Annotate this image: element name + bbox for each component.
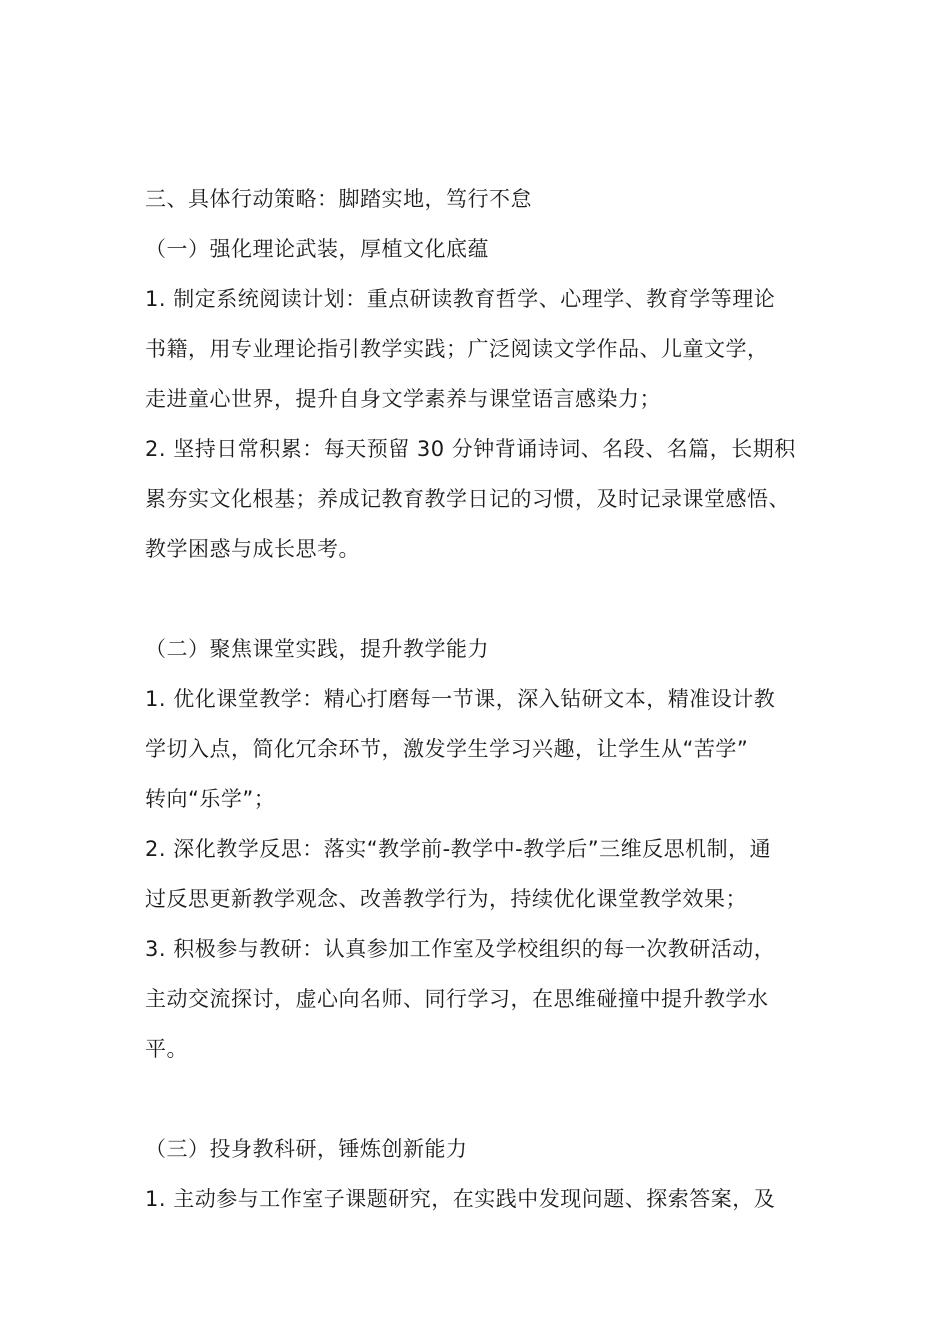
subsection-heading-1: （一）强化理论武装，厚植文化底蕴 (145, 237, 489, 261)
paragraph-line: 1. 制定系统阅读计划：重点研读教育哲学、心理学、教育学等理论 (145, 287, 776, 311)
paragraph-line: 走进童心世界，提升自身文学素养与课堂语言感染力； (145, 387, 661, 411)
paragraph-line: 主动交流探讨，虚心向名师、同行学习，在思维碰撞中提升教学水 (145, 987, 769, 1011)
paragraph-line: 1. 优化课堂教学：精心打磨每一节课，深入钻研文本，精准设计教 (145, 687, 776, 711)
paragraph-line: 2. 深化教学反思：落实“教学前-教学中-教学后”三维反思机制，通 (145, 837, 772, 861)
subsection-heading-3: （三）投身教科研，锤炼创新能力 (145, 1137, 468, 1161)
paragraph-line: 教学困惑与成长思考。 (145, 537, 360, 561)
paragraph-line: 书籍，用专业理论指引教学实践；广泛阅读文学作品、儿童文学， (145, 337, 769, 361)
paragraph-line: 累夯实文化根基；养成记教育教学日记的习惯，及时记录课堂感悟、 (145, 487, 790, 511)
paragraph-line: 2. 坚持日常积累：每天预留 30 分钟背诵诗词、名段、名篇，长期积 (145, 437, 796, 461)
paragraph-line: 3. 积极参与教研：认真参加工作室及学校组织的每一次教研活动， (145, 937, 776, 961)
subsection-heading-2: （二）聚焦课堂实践，提升教学能力 (145, 637, 489, 661)
paragraph-line: 转向“乐学”； (145, 787, 276, 811)
paragraph-line: 学切入点，简化冗余环节，激发学生学习兴趣，让学生从“苦学” (145, 737, 749, 761)
section-heading: 三、具体行动策略：脚踏实地，笃行不怠 (145, 187, 532, 211)
paragraph-line: 过反思更新教学观念、改善教学行为，持续优化课堂教学效果； (145, 887, 747, 911)
paragraph-line: 1. 主动参与工作室子课题研究，在实践中发现问题、探索答案，及 (145, 1187, 776, 1211)
paragraph-line: 平。 (145, 1037, 188, 1061)
